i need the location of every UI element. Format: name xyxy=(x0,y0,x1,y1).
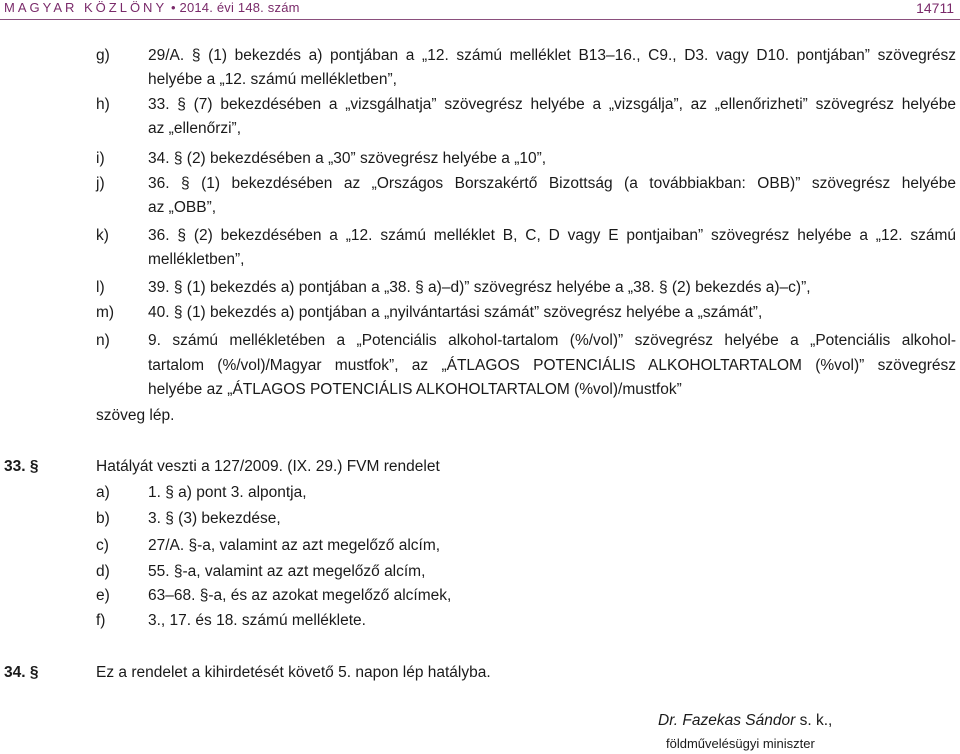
issue-label: 2014. évi 148. szám xyxy=(179,0,300,15)
item-text-line: az „ellenőrzi”, xyxy=(148,120,242,137)
item-text: 1. § a) pont 3. alpontja, xyxy=(148,484,307,501)
item-label: b) xyxy=(96,510,110,527)
item-text-line: 29/A. § (1) bekezdés a) pontjában a „12. számú melléklet B13–16., C9., D3. vagy D10. pontjában” szövegrész xyxy=(148,47,956,64)
item-text-line: 36. § (2) bekezdésében a „12. számú melléklet B, C, D vagy E pontjaiban” szövegrész helyébe a „12. számú xyxy=(148,227,956,244)
journal-header xyxy=(4,0,300,15)
signatory-name: Dr. Fazekas Sándor xyxy=(658,712,796,729)
item-label: f) xyxy=(96,612,106,629)
item-label: m) xyxy=(96,304,115,321)
header-divider xyxy=(0,19,960,20)
item-text: 55. §-a, valamint az azt megelőző alcím, xyxy=(148,563,426,580)
section-number: 33. § xyxy=(4,458,39,475)
header-separator: • xyxy=(170,0,176,15)
item-label: d) xyxy=(96,563,110,580)
page-number: 14711 xyxy=(916,0,954,16)
item-label: k) xyxy=(96,227,109,244)
item-text-line: az „OBB”, xyxy=(148,199,217,216)
item-label: n) xyxy=(96,332,110,349)
item-text-line: 36. § (1) bekezdésében az „Országos Borszakértő Bizottság (a továbbiakban: OBB)” szövegrész helyébe xyxy=(148,175,956,192)
item-text-line: 33. § (7) bekezdésében a „vizsgálhatja” szövegrész helyébe a „vizsgálja”, az „ellenőrizheti” szövegrész helyébe xyxy=(148,96,956,113)
signatory-title: földművelésügyi miniszter xyxy=(666,736,815,751)
item-label: c) xyxy=(96,537,109,554)
closing-text: szöveg lép. xyxy=(96,407,175,424)
item-label: j) xyxy=(96,175,105,192)
item-text-line: mellékletben”, xyxy=(148,251,245,268)
item-label: g) xyxy=(96,47,110,64)
signature-suffix: s. k., xyxy=(799,712,833,729)
item-text-line-content: tartalom (%/vol)/Magyar mustfok”, az „ÁTLAGOS POTENCIÁLIS ALKOHOLTARTALOM (%vol)” szövegrész xyxy=(148,357,956,374)
item-text: 63–68. §-a, és az azokat megelőző alcímek, xyxy=(148,587,452,604)
item-text-line: helyébe az „ÁTLAGOS POTENCIÁLIS ALKOHOLTARTALOM (%vol)/mustfok” xyxy=(148,381,682,398)
section-text: Ez a rendelet a kihirdetését követő 5. napon lép hatályba. xyxy=(96,664,491,681)
item-text: 3. § (3) bekezdése, xyxy=(148,510,281,527)
item-label: i) xyxy=(96,150,105,167)
item-label: h) xyxy=(96,96,110,113)
page-header xyxy=(0,0,960,24)
item-text-line xyxy=(148,354,956,379)
signature-block xyxy=(658,712,832,730)
item-text-line: 40. § (1) bekezdés a) pontjában a „nyilvántartási számát” szövegrész helyébe a „számát”, xyxy=(148,304,763,321)
item-label: e) xyxy=(96,587,110,604)
item-text: 3., 17. és 18. számú melléklete. xyxy=(148,612,366,629)
item-text-line: helyébe a „12. számú mellékletben”, xyxy=(148,71,397,88)
item-text-line: 9. számú mellékletében a „Potenciális alkohol-tartalom (%/vol)” szövegrész helyébe a „Potenciális alkohol- xyxy=(148,332,956,349)
item-label: a) xyxy=(96,484,110,501)
item-label: l) xyxy=(96,279,105,296)
item-text-line: 39. § (1) bekezdés a) pontjában a „38. § a)–d)” szövegrész helyébe a „38. § (2) bekezdés a)–c)”, xyxy=(148,279,811,296)
section-text: Hatályát veszti a 127/2009. (IX. 29.) FVM rendelet xyxy=(96,458,440,475)
section-number: 34. § xyxy=(4,664,39,681)
item-text-line: 34. § (2) bekezdésében a „30” szövegrész helyébe a „10”, xyxy=(148,150,547,167)
item-text: 27/A. §-a, valamint az azt megelőző alcím, xyxy=(148,537,441,554)
journal-title: MAGYAR KÖZLÖNY xyxy=(4,0,168,15)
